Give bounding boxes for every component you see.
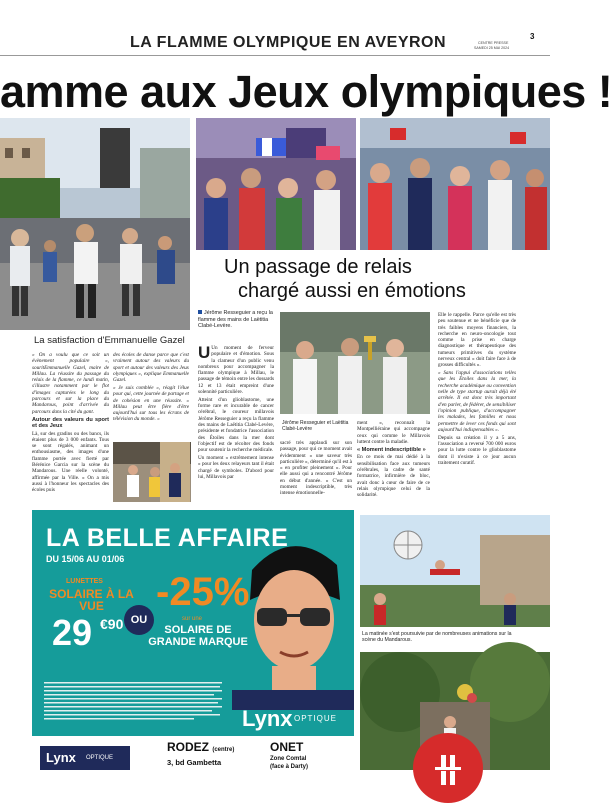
ad-bottom-brand: Lynx xyxy=(46,750,76,765)
ad-title: LA BELLE AFFAIRE xyxy=(46,524,289,552)
header-rule xyxy=(0,55,550,56)
ad-dates: DU 15/06 AU 01/06 xyxy=(46,554,125,564)
paragraph: « Je suis comblée », réagit l'élue pour qui, cette journée de partage et de cohésion en une réussite. « Millau peut être fière d'être aujourd'hui sur tous les écrans de télévision du monde. » xyxy=(113,384,189,423)
subheading: « Moment indescriptible » xyxy=(357,447,426,454)
newspaper-logo xyxy=(413,733,483,803)
right-photos-caption: La matinée s'est poursuivie par de nombreuses animations sur la scène du Mandarous. xyxy=(362,631,512,644)
paragraph: « Sans l'appui d'associations telles que les Étoiles dans la mer, la recherche académique ou convention nelle de type startup aurait déjà été arrêtée. Il est donc très important d'en parler, de fédérer, de sensibiliser l'opinion publique, d'accompagner les malades, les familles et nous permettre de lever ces fonds qui sont aujourd'hui indispensables ». xyxy=(438,370,516,433)
paper-name: CENTRE PRESSE xyxy=(478,41,509,45)
headline: amme aux Jeux olympiques ! xyxy=(0,66,612,117)
paragraph: U Un moment de ferveur populaire et d'émotion. Sous la clameur d'un public venu nombreux pour accompagner la flamme olympique à Millau, le passage de témoin entre les dossards 12 et 13 était empreint d'une solennité particulière. xyxy=(198,343,274,396)
ad-discount: -25% xyxy=(156,570,250,614)
small-photo-caption: Jérôme Resseguier et Laëtitia Clabé-Levère xyxy=(282,420,349,432)
article-title-line1: Un passage de relais xyxy=(224,256,412,278)
right-article-col1 xyxy=(198,345,274,482)
right-article-col2 xyxy=(280,440,352,498)
relay-photo-caption: Jérôme Resseguier a reçu la flamme des mains de Laëtitia Clabé-Levère. xyxy=(198,310,273,330)
photo-relay-handover xyxy=(280,312,430,414)
ad-banner xyxy=(32,510,354,780)
paragraph: Atteint d'un glioblastome, une forme rare et incurable de cancer cérébral, le coureur millavois Jérôme Resseguier a reçu la flamme des mains de Laëtitia Clabé-Levère, présidente et fondatrice l'association des Étoiles dans la mer dont l'objectif est de récolter des fonds pour soutenir la recherche médicale. xyxy=(198,396,274,454)
ad-bottom-logo xyxy=(40,746,130,770)
left-photo-caption: La satisfaction d'Emmanuelle Gazel xyxy=(34,335,185,346)
ad-legal-text xyxy=(44,680,224,728)
paragraph: sacré très applaudi sur son passage, pour qui ce moment avait évidemment « une saveur très particulière », déterminé qu'il est à « en profiter pleinement ». Pour elle aussi qui a rencontré Jérôme en début d'année. « C'est un moment indescriptible, très intense émotionnelle- xyxy=(280,440,352,497)
store2-city: ONET xyxy=(270,740,304,754)
paragraph: Depuis sa création il y a 5 ans, l'association a reversé 700 000 euros pour la lutte contre le glioblastome dont il n'existe à ce jour aucun traitement curatif. xyxy=(438,434,516,466)
store1-city: RODEZ (centre) xyxy=(167,740,235,754)
ad-price: 29 xyxy=(52,612,93,653)
right-article-col3 xyxy=(357,420,430,500)
photo-crowd-flags xyxy=(196,118,356,250)
section-header: LA FLAMME OLYMPIQUE EN AVEYRON xyxy=(130,34,447,51)
left-article-col2 xyxy=(113,352,189,424)
ad-person-illustration xyxy=(232,530,354,710)
store1-address: 3, bd Gambetta xyxy=(167,758,222,767)
paragraph: Là, sur des gradins ou des bancs, ils étaient plus de 3 000 enfants. Tous se sont régalés, animant un enthousiasme, des images d'une flamme portée avec fierté par Bérénice Garcia sur la scène du Mandarous. Une réelle volonté, affirmée par la Ville. « On a mis aussi à l'honneur les spectacles des écoles puis xyxy=(32,430,109,494)
page-number: 3 xyxy=(530,32,535,41)
ad-discount-sub: sur une xyxy=(182,616,203,622)
ad-left-big: SOLAIRE À LA VUE xyxy=(49,587,134,613)
drop-cap: U xyxy=(198,343,211,362)
ad-left-small: LUNETTES xyxy=(66,578,103,585)
right-article-col4 xyxy=(438,312,516,468)
caption-square-icon xyxy=(198,310,202,314)
ad-price-cents: €90 xyxy=(100,616,124,632)
paragraph: ment », reconnaît la Montpelliéraine qui accompagne ceux qui comme le Millavois luttent contre la maladie. xyxy=(357,420,430,445)
ad-right-big: SOLAIRE DE GRANDE MARQUE xyxy=(148,624,248,648)
photo-acrobats xyxy=(360,515,550,627)
photo-stage-small xyxy=(160,442,190,502)
paragraph: « On a voulu que ce soit un évènement populaire », souritEmmanuelle Gazel, maire de Millau. La réussite du passage du relais de la flamme, ce lundi matin, s'illustre notamment par le flot d'images capturées le long du parcours et sur la place du Mandarous, point d'arrivée du parcours dans la cité du gant. xyxy=(32,352,109,415)
photo-runners-street xyxy=(0,118,190,330)
paragraph: Elle le rappelle. Parce qu'elle est très peu soutenue et ne bénéficie que de très faibles moyens financiers, la recherche en neuro-oncologie tout comme la prise en charge diagnostique et thérapeutique des tumeurs primitives du système nerveux central « doit faire face à de grosses difficultés ». xyxy=(438,312,516,369)
photo-children-cheering xyxy=(360,118,550,250)
article-title-line2: chargé aussi en émotions xyxy=(238,280,466,302)
issue-date: SAMEDI 25 MAI 2024 xyxy=(474,46,510,50)
ad-or-badge: OU xyxy=(124,605,154,635)
paragraph: En ce mois de mai dédié à la sensibilisation face aux tumeurs cérébrales, la cadre de santé formatrice, infirmière de bloc, avait donc à cœur de faire de ce relais olympique celui de la solidarité. xyxy=(357,454,430,499)
paragraph: des écoles de danse parce que c'est vraiment autour des valeurs du sport et autour des valeurs des Jeux olympiques », explique Emmanuelle Gazel. xyxy=(113,352,189,384)
subheading: Autour des valeurs du sport et des Jeux xyxy=(32,416,109,430)
ad-brand: Lynx xyxy=(242,706,293,731)
left-article-col1 xyxy=(32,352,109,495)
ad-brand-sub: OPTIQUE xyxy=(294,714,338,723)
store2-detail: Zone Comtal xyxy=(270,756,307,762)
ad-bottom-bar xyxy=(32,736,354,780)
store2-address: (face à Darty) xyxy=(270,764,309,770)
paragraph: Un moment « extrêmement intense » pour les deux relayeurs tant il était chargé de symboles. D'abord pour lui, Millavois par xyxy=(198,455,274,480)
ad-bottom-brand-sub: OPTIQUE xyxy=(86,755,114,761)
